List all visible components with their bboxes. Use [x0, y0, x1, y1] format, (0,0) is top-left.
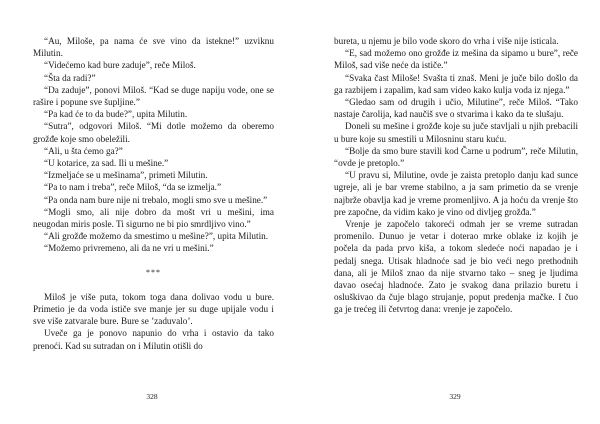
- paragraph-continuation: bureta, u njemu je bilo vode skoro do vrha i više nije isticala.: [334, 36, 559, 46]
- paragraph: “Pa onda nam bure nije ni trebalo, mogli smo sve u mešine.”: [44, 194, 268, 205]
- paragraph: “Mogli smo, ali nije dobro da mošt vri u mešini, ima neugodan miris posle. Ti sigurno ne bi pio smrdljivo vino.”: [33, 206, 274, 230]
- paragraph: “Da zaduje”, ponovi Miloš. “Kad se duge napiju vode, one se rašire i popune sve šupljine.”: [33, 84, 274, 108]
- paragraph: “Pa to nam i treba”, reče Miloš, “da se izmelja.”: [44, 182, 222, 193]
- paragraph: “Ali, u šta ćemo ga?”: [44, 145, 123, 156]
- right-page-text: [334, 35, 578, 316]
- paragraph: “Možemo privremeno, ali da ne vri u mešini.”: [44, 243, 214, 254]
- paragraph: “Pa kad će to da bude?”, upita Milutin.: [44, 109, 188, 120]
- right-page: [300, 0, 600, 424]
- paragraph: “Gledao sam od drugih i učio, Milutine”, reče Miloš. “Tako nastaje čarolija, kad naučiš sve o stvarima i kako da te slušaju.: [334, 97, 578, 120]
- paragraph: Uveče ga je ponovo napunio do vrha i ostavio da tako prenoći. Kad su sutradan on i Milutin otišli do: [33, 328, 274, 351]
- left-page-text: [33, 35, 274, 352]
- paragraph: Miloš je više puta, tokom toga dana dolivao vodu u bure. Primetio je da voda ističe sve manje jer su duge upijale vodu i sve više zatvarale bure. Bure se ’zaduvalo’.: [33, 291, 274, 327]
- page-number: 328: [146, 392, 158, 401]
- paragraph: “Bolje da smo bure stavili kod Čarne u podrum”, reče Milutin, “ovde je pretoplo.”: [334, 145, 578, 169]
- page-number: 329: [449, 392, 461, 401]
- paragraph: “Svaka čast Miloše! Svašta ti znaš. Meni je juče bilo došlo da ga razbijem i zapalim, kad sam video kako kulja voda iz njega.”: [334, 72, 578, 95]
- paragraph: Doneli su mešine i grožđe koje su juče stavljali u njih prebacili u bure koje su smestili u Milosninu staru kuću.: [334, 121, 578, 144]
- paragraph: “Izmeljaće se u mešinama”, primeti Milutin.: [44, 170, 208, 181]
- paragraph: “U pravu si, Milutine, ovde je zaista pretoplo danju kad sunce ugreje, ali je bar vreme stabilno, a ja sam primetio da se vrenje najbrže obavlja kad je vreme promenljivo. A ja hoću da vrenje što pre započne, da vidim kako je vino od divljeg grožđa.”: [334, 170, 578, 217]
- paragraph: “Sutra”, odgovori Miloš. “Mi dotle možemo da oberemo grožđe koje smo obeležili.: [33, 121, 274, 144]
- paragraph: “E, sad možemo ono grožđe iz mešina da sipamo u bure”, reče Miloš, sad više neće da ističe.”: [334, 48, 578, 71]
- section-separator: ***: [146, 267, 161, 277]
- paragraph: “Au, Miloše, pa nama će sve vino da istekne!” uzviknu Milutin.: [33, 36, 274, 59]
- paragraph: “Videćemo kad bure zaduje”, reče Miloš.: [44, 60, 196, 71]
- paragraph: “Šta da radi?”: [44, 72, 96, 83]
- paragraph: “Ali grožđe možemo da smestimo u mešine?”, upita Milutin.: [44, 231, 269, 242]
- paragraph: Vrenje je započelo takoreći odmah jer se vreme sutradan promenilo. Dunuo je vetar i doterao mrke oblake iz kojih je počela da pada prvo kiša, a tokom sledeće noći napadao je i pedalj snega. Utisak hladnoće sad je bio veći nego prethodnih dana, ali je Miloš znao da nije stvarno tako – sneg je ljudima davao osećaj hladnoće. Zato je svakog dana prilazio buretu i osluškivao da čuje blago strujanje, poput predenja mačke. I čuo ga je trećeg ili četvrtog dana: vrenje je započelo.: [334, 219, 578, 315]
- paragraph: “U kotarice, za sad. Ili u mešine.”: [44, 158, 169, 169]
